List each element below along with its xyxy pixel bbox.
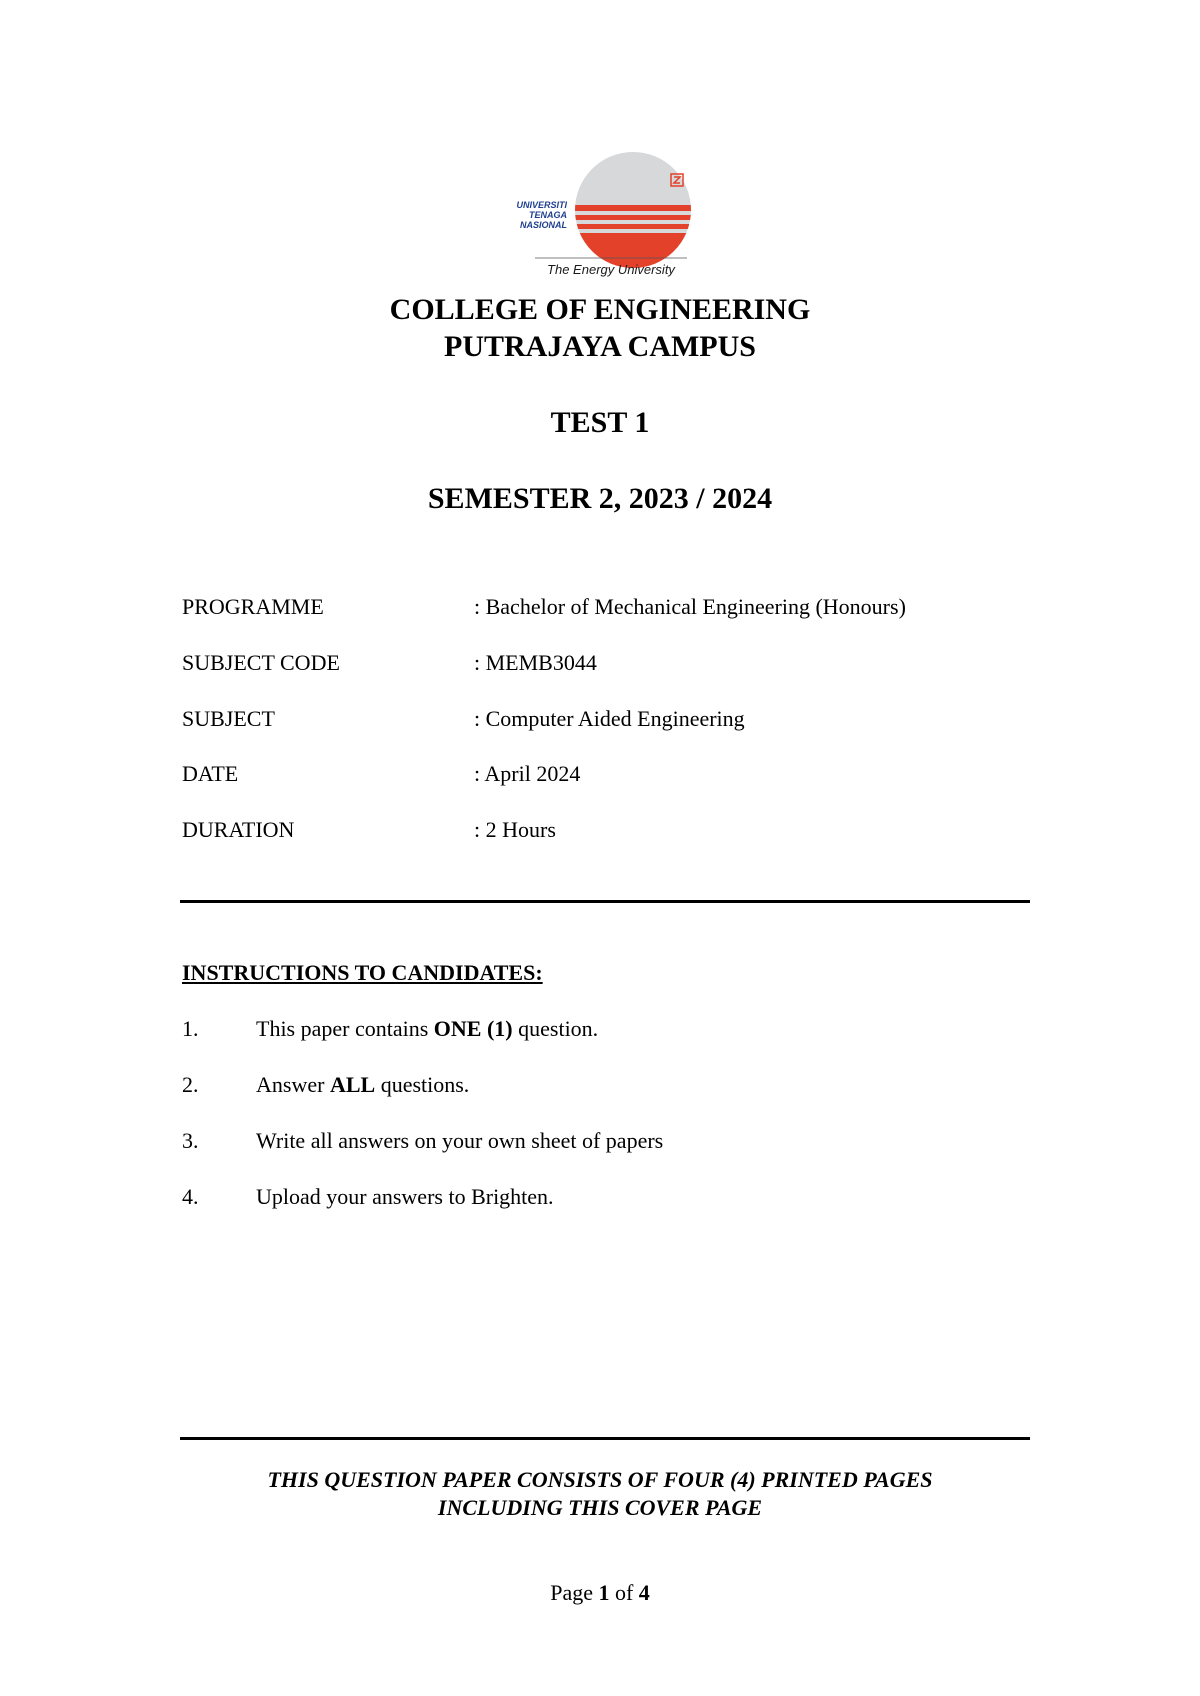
detail-value: : Bachelor of Mechanical Engineering (Honours) xyxy=(474,594,906,619)
detail-label: SUBJECT xyxy=(182,706,275,731)
detail-value: : 2 Hours xyxy=(474,817,556,842)
detail-value: : MEMB3044 xyxy=(474,650,597,675)
instruction-text: Answer ALL questions. xyxy=(256,1072,470,1097)
page-count-note-line-2: INCLUDING THIS COVER PAGE xyxy=(437,1495,763,1520)
detail-label: PROGRAMME xyxy=(182,594,324,619)
instruction-text: Write all answers on your own sheet of papers xyxy=(256,1128,664,1153)
detail-label: DATE xyxy=(182,761,239,786)
detail-value: : April 2024 xyxy=(474,761,581,786)
logo-wordmark-line-2: TENAGA xyxy=(529,210,567,220)
divider xyxy=(180,900,1030,903)
instructions-heading: INSTRUCTIONS TO CANDIDATES: xyxy=(182,960,543,985)
logo-wordmark-line-3: NASIONAL xyxy=(520,220,567,230)
page-count-note-line-1: THIS QUESTION PAPER CONSISTS OF FOUR (4) PRINTED PAGES xyxy=(267,1467,933,1492)
instruction-number: 4. xyxy=(182,1184,199,1209)
instruction-number: 1. xyxy=(182,1016,199,1041)
instruction-text: Upload your answers to Brighten. xyxy=(256,1184,554,1209)
college-title: COLLEGE OF ENGINEERING xyxy=(389,293,811,326)
instruction-number: 3. xyxy=(182,1128,199,1153)
semester-title: SEMESTER 2, 2023 / 2024 xyxy=(427,482,773,515)
detail-value: : Computer Aided Engineering xyxy=(474,706,745,731)
instruction-text: This paper contains ONE (1) question. xyxy=(256,1016,599,1041)
university-logo xyxy=(505,150,705,285)
detail-label: SUBJECT CODE xyxy=(182,650,340,675)
logo-wordmark-line-1: UNIVERSITI xyxy=(516,200,567,210)
page-number: Page 1 of 4 xyxy=(550,1580,650,1605)
logo-tagline: The Energy University xyxy=(547,262,675,277)
detail-label: DURATION xyxy=(182,817,295,842)
campus-title: PUTRAJAYA CAMPUS xyxy=(444,330,756,363)
divider xyxy=(180,1437,1030,1440)
test-title: TEST 1 xyxy=(550,406,650,439)
instruction-number: 2. xyxy=(182,1072,199,1097)
